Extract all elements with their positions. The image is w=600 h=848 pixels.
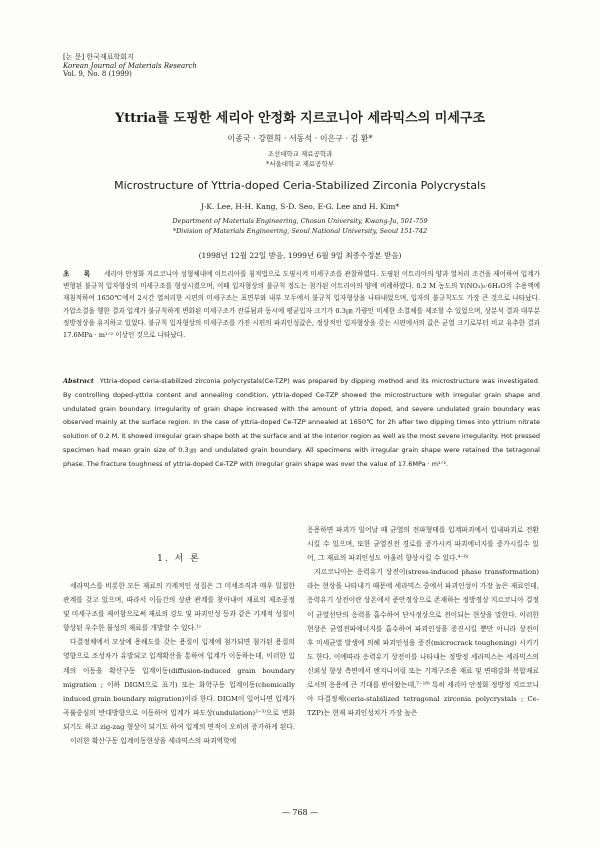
body-paragraph: 이러한 확산구동 입계이동현상을 세라믹스의 파괴역학에 bbox=[70, 737, 237, 746]
affiliation-en-1: Department of Materials Engineering, Chosun University, Kwang-Ju, 501-759 bbox=[172, 217, 428, 225]
affiliation-en-2: *Division of Materials Engineering, Seoul National University, Seoul 151-742 bbox=[172, 227, 428, 235]
authors-english: J-K. Lee, H-H. Kang, S-D. Seo, E-G. Lee and H. Kim* bbox=[200, 202, 400, 211]
abstract-korean bbox=[63, 268, 540, 341]
paper-title-english: Microstructure of Yttria-doped Ceria-Stabilized Zirconia Polycrystals bbox=[114, 179, 486, 192]
abstract-ko-text: 세리아 안정화 지르코니아 성형체내에 이트리아를 침적법으로 도핑시켜 미세구조를 관찰하였다. 도핑된 이트리아의 양과 열처리 조건을 제어하여 입계가 변형된 불규칙 입자형상의 미세구조를 형성시켰으며, 이때 입자형상의 불규칙 정도는 첨가된 이트리아의 양에 비례하였다. 0.2 M 농도의 Y(NO₃)₃·6H₂O의 수용액에 재침적하여 1650℃에서 2시간 열처리한 시편의 미세구조는 표면부와 내부 모두에서 불규칙 입자형상을 나타내었으며, 입자의 불규칙도도 가장 큰 것으로 나타났다. 가압소결을 행한 결과 입계가 불규칙하게 변화된 미세구조가 잔류됨과 동시에 평균입자 크기가 0.3㎛ 가량인 미세한 소결체를 제조할 수 있었으며, 상분석 결과 대부분 정방정상을 유지하고 있었다. 불규칙 입자형상의 미세구조를 가진 시편의 파괴인성값은, 정상적인 입자형상을 갖는 시편에서의 값은 균열 크기로부터 비교 유추한 결과 17.6MPa · m¹ᐟ² 이상인 것으로 나타났다. bbox=[63, 270, 540, 340]
abstract-ko-label: 초 록 bbox=[63, 270, 97, 278]
journal-volume: Vol. 9, No. 8 (1999) bbox=[63, 70, 132, 78]
body-paragraph: 응용하면 파괴가 일어날 때 균열의 전파형태를 입계파괴에서 입내파괴로 전환시킬 수 있으며, 또한 균열진전 경로를 증가시켜 파괴에너지를 증가시킬수 있어, 그 재료의 파괴인성도 아울러 향상시킬 수 있다.⁴⁻⁶⁾ bbox=[307, 526, 539, 563]
affiliations-korean bbox=[0, 150, 600, 169]
journal-name-ko: [논 문] 한국재료학회지 bbox=[63, 53, 134, 61]
abstract-english bbox=[63, 375, 540, 472]
authors-korean: 이종국 · 강현희 · 서동석 · 이은구 · 김 환* bbox=[227, 134, 373, 143]
section-heading-introduction: 1. 서 론 bbox=[157, 554, 201, 564]
abstract-en-text: Yttria-doped ceria-stabilized zirconia polycrystals(Ce-TZP) was prepared by dipping method and its microstructure was investigated. By controlling doped-yttria content and annealing condition, yttria-doped Ce-TZP showed the microstructure with irregular grain shape and undulated grain boundary. Irregularity of grain shape increased with the amount of yttria doped, and severe undulated grain boundary was observed mainly at the surface region. In the case of yttria-doped Ce-TZP annealed at 1650℃ for 2h after two dipping times into yttrium nitrate solution of 0.2 M, it showed irregular grain shape both at the surface and at the interior region as well as the most severe irregularity. Hot pressed specimen had mean grain size of 0.3㎛ and undulated grain boundary. All specimens with irregular grain shape were retained the tetragonal phase. The fracture toughness of yttria-doped Ce-TZP with irregular grain shape was over the value of 17.6MPa · m¹ᐟ². bbox=[63, 377, 540, 468]
body-paragraph: 지르코니아는 응력유기 상전이(stress-induced phase transformation)라는 현상을 나타내기 때문에 세라믹스 중에서 파괴인성이 가장 높은 재료인데, 응력유기 상전이란 상온에서 준안정상으로 존재하는 정방정상 지르코니아 결정이 균열선단의 응력을 흡수하여 단사정상으로 전이되는 현상을 말한다. 이러한 현상은 균열전파에너지를 흡수하여 파괴인성을 증진시킬 뿐만 아니라 상전이 후 미세균열 발생에 의해 파괴인성을 증진(microcrack toughening) 시키기도 한다. 이에따라 응력유기 상전이를 나타내는 정방정 세라믹스는 세라믹스의 신뢰성 향상 측면에서 엔지니어링 또는 기계구조용 재료 및 변태강화 복합재료로서의 응용에 큰 기대를 받아왔는데,⁷⁻¹⁸⁾ 특히 세리아 안정화 정방정 지르코니아 다결정체(ceria-stabilized tetragonal zirconia polycrystals ; Ce-TZP)는 현재 파괴인성치가 가장 높은 bbox=[307, 568, 540, 718]
body-paragraph: 다결정체에서 모상에 용해도를 갖는 용질이 입계에 첨가되면 첨가된 용질의 영향으로 조성차가 유발되고 입계확산을 통하여 입계가 이동하는데, 이러한 입계의 이동을 확산구동 입계이동(diffusion-induced grain boundary migration ; 이하 DIGM으로 표기) 또는 화학구동 입계이동(chemically induced grain boundary migration)이라 한다. DIGM이 일어나면 입계가 곡률중심의 반대방향으로 이동하여 입계가 파도상(undulation)²⁻³⁾으로 변화되기도 하고 zig-zag 형상이 되기도 하여 입계의 면적이 오히려 증가하게 된다. bbox=[63, 638, 295, 731]
affiliations-english bbox=[0, 216, 600, 236]
affiliation-ko-2: *서울대학교 재료공학부 bbox=[265, 159, 335, 168]
paper-title-korean: Yttria를 도핑한 세리아 안정화 지르코니아 세라믹스의 미세구조 bbox=[114, 111, 486, 126]
journal-header bbox=[63, 53, 197, 79]
affiliation-ko-1: 조선대학교 재료공학과 bbox=[267, 150, 333, 158]
page-number: — 768 — bbox=[281, 808, 319, 817]
body-paragraph: 세라믹스를 비롯한 모든 재료의 기계적인 성질은 그 미세조직과 매우 밀접한 관계를 갖고 있으며, 따라서 이들간의 상관 관계를 찾아내어 재료의 제조공정 및 미세구조를 제어함으로써 재료의 강도 및 파괴인성 등과 같은 기계적 성질이 향상된 우수한 물성의 재료를 개발할 수 있다.¹⁾ bbox=[63, 582, 295, 633]
journal-name-en: Korean Journal of Materials Research bbox=[63, 61, 197, 70]
received-dates: (1998년 12월 22일 받음, 1999년 6월 9일 최종수정본 받음) bbox=[198, 251, 402, 260]
abstract-en-label: Abstract bbox=[63, 377, 94, 385]
body-column-right bbox=[307, 523, 539, 720]
body-column-left bbox=[63, 553, 295, 748]
